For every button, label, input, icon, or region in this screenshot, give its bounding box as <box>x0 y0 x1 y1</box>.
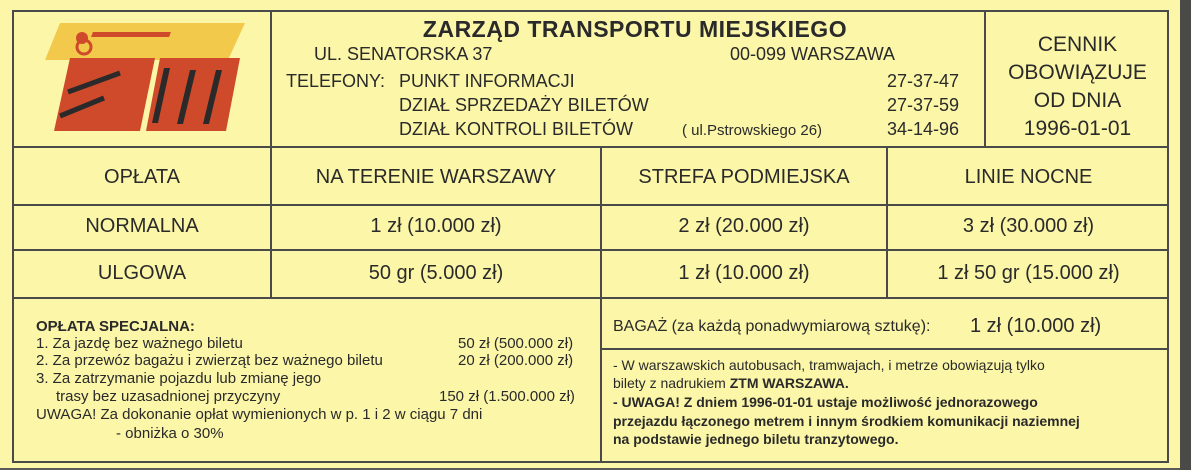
special-fee-price: 20 zł (200.000 zł) <box>458 352 574 369</box>
row-label: NORMALNA <box>85 215 199 237</box>
validity-title: CENNIK <box>1037 33 1118 56</box>
divider <box>600 348 1169 350</box>
special-fee-price: 150 zł (1.500.000 zł) <box>439 388 575 405</box>
baggage-label: BAGAŻ (za każdą ponadwymiarową sztukę): <box>613 318 931 335</box>
table-cell: 2 zł (20.000 zł) <box>678 215 810 237</box>
divider <box>12 249 1169 251</box>
divider <box>270 10 272 298</box>
special-fee-warning: UWAGA! Za dokonanie opłat wymienionych w p. 1 i 2 w ciągu 7 dni <box>36 406 483 423</box>
validity-text: OD DNIA <box>1033 89 1122 112</box>
special-fee-item: 2. Za przewóz bagażu i zwierząt bez ważnego biletu <box>36 352 383 369</box>
phone-label: DZIAŁ SPRZEDAŻY BILETÓW <box>399 95 649 115</box>
special-fee-item: trasy bez uzasadnionej przyczyny <box>56 388 281 405</box>
note-text-brand: ZTM WARSZAWA. <box>729 375 849 391</box>
note-text: - W warszawskich autobusach, tramwajach, i metrze obowiązują tylko <box>613 357 1045 373</box>
divider <box>600 146 602 463</box>
table-cell: 1 zł 50 gr (15.000 zł) <box>937 262 1120 284</box>
ztm-logo <box>40 18 250 133</box>
phone-number: 27-37-59 <box>887 95 960 115</box>
row-label: ULGOWA <box>97 262 187 284</box>
special-fee-item: 3. Za zatrzymanie pojazdu lub zmianę jego <box>36 370 322 387</box>
table-cell: 50 gr (5.000 zł) <box>368 262 504 284</box>
organization-name: ZARZĄD TRANSPORTU MIEJSKIEGO <box>422 16 848 42</box>
table-cell: 1 zł (10.000 zł) <box>370 215 502 237</box>
special-fee-discount: - obniżka o 30% <box>116 425 224 442</box>
note-warning: - UWAGA! Z dniem 1996-01-01 ustaje możliwość jednorazowego <box>613 394 1038 410</box>
column-header: OPŁATA <box>104 166 180 188</box>
column-header: NA TERENIE WARSZAWY <box>315 166 557 188</box>
special-fee-item: 1. Za jazdę bez ważnego biletu <box>36 335 243 352</box>
note-warning: przejazdu łączonego metrem i innym środkiem komunikacji naziemnej <box>613 413 1080 429</box>
note-warning: na podstawie jednego biletu tranzytowego. <box>613 431 899 447</box>
city-address: 00-099 WARSZAWA <box>730 44 896 64</box>
note-text <box>613 375 849 391</box>
scan-edge <box>1180 0 1191 470</box>
phone-number: 34-14-96 <box>887 119 960 139</box>
note-text-prefix: bilety z nadrukiem <box>613 375 730 391</box>
phone-note: ( ul.Pstrowskiego 26) <box>682 122 823 139</box>
phone-label: DZIAŁ KONTROLI BILETÓW <box>399 119 634 139</box>
divider <box>12 204 1169 206</box>
phones-label: TELEFONY: <box>286 71 386 91</box>
column-header: LINIE NOCNE <box>964 166 1093 188</box>
table-cell: 3 zł (30.000 zł) <box>962 215 1095 237</box>
validity-date: 1996-01-01 <box>1023 117 1132 140</box>
phone-label: PUNKT INFORMACJI <box>399 71 575 91</box>
baggage-price: 1 zł (10.000 zł) <box>970 315 1102 337</box>
phone-number: 27-37-47 <box>887 71 960 91</box>
street-address: UL. SENATORSKA 37 <box>314 44 493 64</box>
column-header: STREFA PODMIEJSKA <box>638 166 850 188</box>
table-cell: 1 zł (10.000 zł) <box>678 262 810 284</box>
special-fees-title: OPŁATA SPECJALNA: <box>36 318 195 335</box>
special-fee-price: 50 zł (500.000 zł) <box>458 335 574 352</box>
validity-text: OBOWIĄZUJE <box>1008 61 1147 84</box>
divider <box>12 297 1169 299</box>
divider <box>12 146 1169 148</box>
